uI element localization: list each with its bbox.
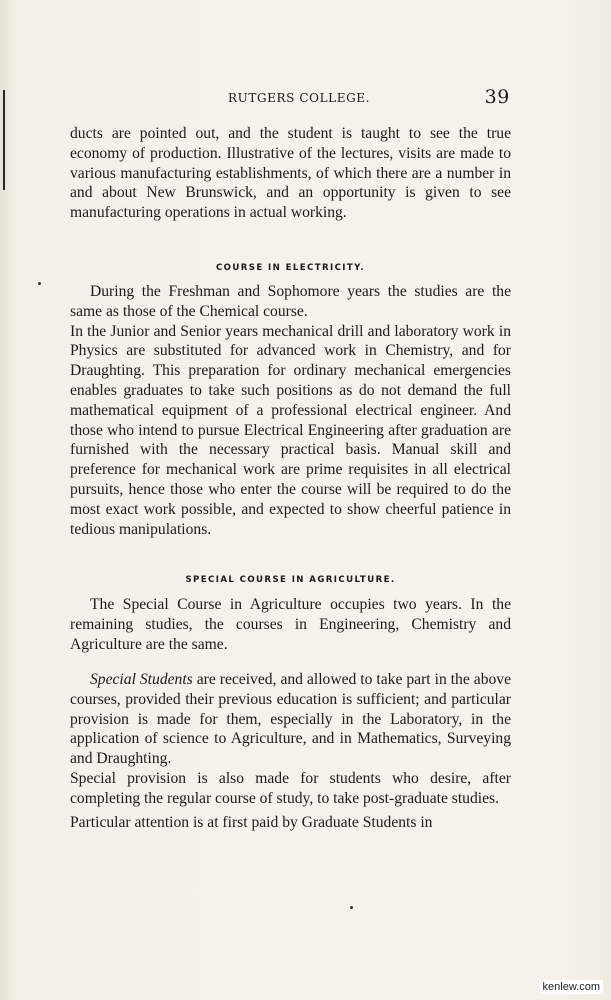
watermark: kenlew.com — [540, 980, 603, 994]
continuation-paragraph — [70, 124, 511, 223]
paragraph: The Special Course in Agriculture occupies two years. In the remaining studies, the courses in Engineering, Chemistry and Agriculture are the same. — [70, 596, 511, 653]
paragraph — [70, 670, 511, 769]
binding-edge-mark — [3, 90, 5, 190]
electricity-section — [70, 282, 511, 539]
ink-speck — [38, 282, 41, 285]
page-number: 39 — [484, 86, 510, 108]
paragraph: During the Freshman and Sophomore years the studies are the same as those of the Chemical course. — [70, 283, 511, 320]
running-title: RUTGERS COLLEGE. — [228, 91, 371, 105]
ink-speck — [350, 906, 353, 909]
paragraph: ducts are pointed out, and the student is taught to see the true economy of production. Illustrative of the lectures, visits are made to various manufacturing establishments, of which there are a number in and about New Brunswick, and an opportunity is given to see manufacturing operations in actual working. — [70, 125, 511, 222]
italic-lead: Special Students — [90, 671, 193, 688]
agriculture-section — [70, 595, 511, 654]
section-heading-electricity: COURSE IN ELECTRICITY. — [215, 263, 366, 273]
section-heading-agriculture: SPECIAL COURSE IN AGRICULTURE. — [185, 575, 396, 585]
paragraph: In the Junior and Senior years mechanical drill and laboratory work in Physics are substituted for advanced work in Chemistry, and for Draughting. This preparation for ordinary mechanical emergencies enables graduates to take such positions as do not demand the full mathematical equipment of a professional electrical engineer. And those who intend to pursue Electrical Engineering after graduation are furnished with the necessary practical basis. Manual skill and preference for mechanical work are prime requisites in all electrical pursuits, hence those who enter the course will be required to do the most exact work possible, and expected to show cheerful patience in tedious manipulations. — [70, 322, 511, 538]
paragraph: Special provision is also made for students who desire, after completing the regular course of study, to take post-graduate studies. — [70, 769, 511, 807]
special-students-section — [70, 670, 511, 832]
paragraph-rest: are received, and allowed to take part in the above courses, provided their previous education is sufficient; and particular provision is made for them, especially in the Laboratory, in the application of science to Agriculture, and in Mathematics, Surveying and Draughting. — [70, 671, 512, 768]
paragraph: Particular attention is at first paid by Graduate Students in — [70, 813, 433, 831]
